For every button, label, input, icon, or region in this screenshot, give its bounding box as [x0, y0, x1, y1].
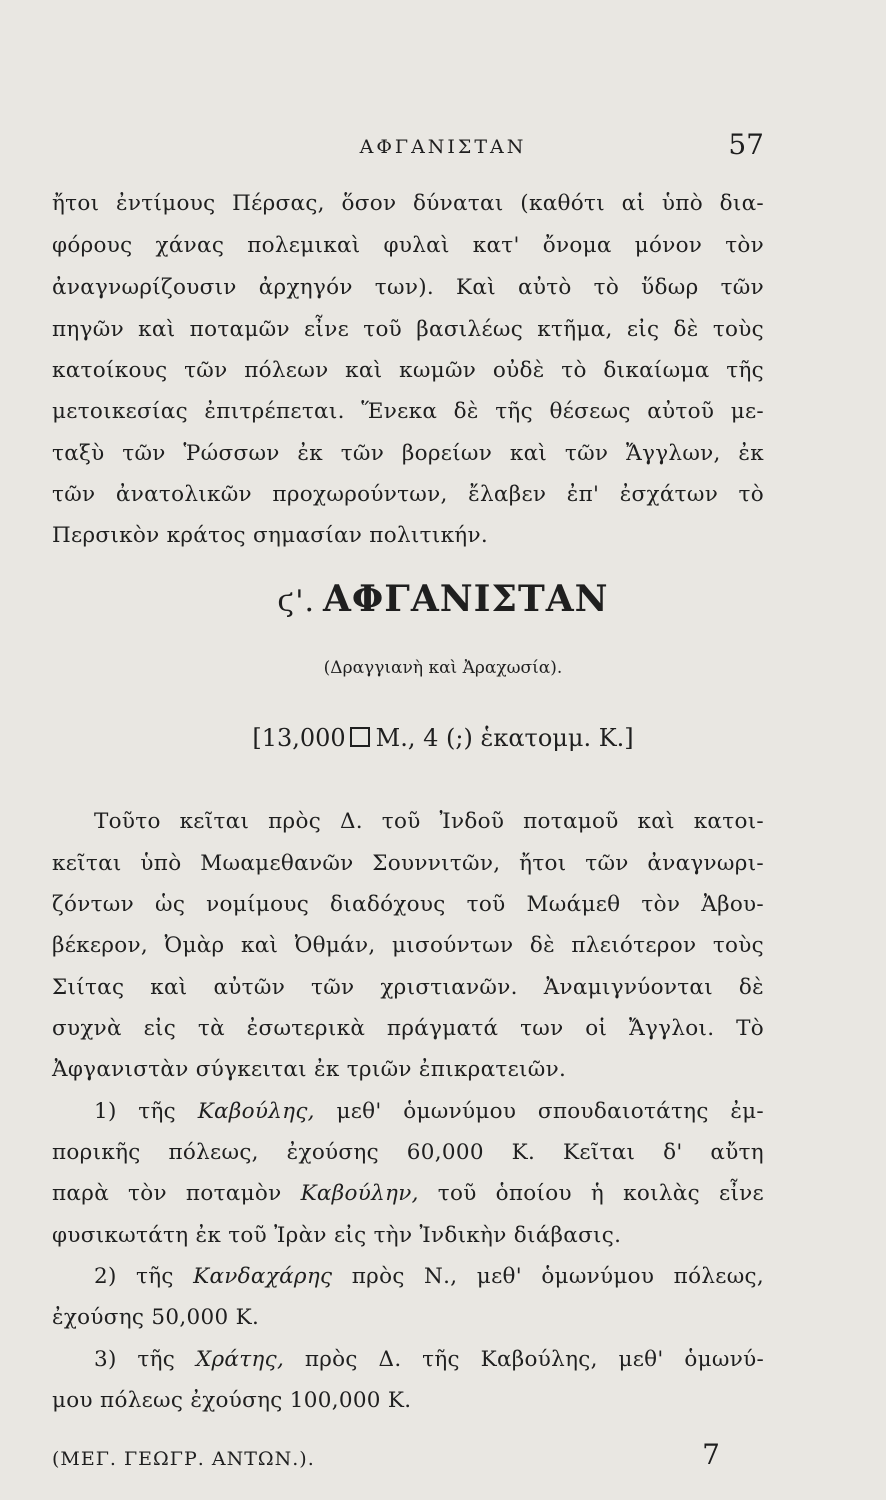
section-subtitle: (Δραγγιανὴ καὶ Ἀραχωσία).: [323, 658, 563, 678]
city-name: Χράτης,: [195, 1347, 285, 1372]
list-text: τοῦ ὁποίου ἡ κοιλὰς εἶνε: [437, 1181, 764, 1206]
text-line: μου πόλεως ἐχούσης 100,000 Κ.: [52, 1388, 412, 1413]
text-line: μετοικεσίας ἐπιτρέπεται. Ἕνεκα δὲ τῆς θέσεως αὐτοῦ με-: [52, 399, 764, 424]
page-number: 57: [728, 128, 764, 161]
text-line: φυσικωτάτη ἐκ τοῦ Ἰρὰν εἰς τὴν Ἰνδικὴν διάβασις.: [52, 1223, 622, 1248]
text-line: ἀναγνωρίζουσιν ἀρχηγόν των). Καὶ αὐτὸ τὸ ὕδωρ τῶν: [52, 275, 764, 300]
running-head-title: ΑΦΓΑΝΙΣΤΑΝ: [359, 136, 527, 158]
text-line: ταξὺ τῶν Ῥώσσων ἐκ τῶν βορείων καὶ τῶν Ἄγγλων, ἐκ: [52, 441, 764, 466]
section-number: ϛ'.: [277, 584, 315, 619]
list-text: 2) τῆς: [94, 1264, 174, 1289]
list-text: πρὸς Δ. τῆς Καβούλης, μεθ' ὁμωνύ-: [304, 1347, 765, 1372]
list-item-3: [94, 1342, 764, 1378]
list-text: 3) τῆς: [94, 1347, 176, 1372]
text-line: Σιίτας καὶ αὐτῶν τῶν χριστιανῶν. Ἀναμιγνύονται δὲ: [52, 975, 764, 1000]
list-item-1: [94, 1094, 764, 1130]
text-line: φόρους χάνας πολεμικαὶ φυλαὶ κατ' ὄνομα μόνον τὸν: [52, 233, 764, 258]
text-line: ζόντων ὡς νομίμους διαδόχους τοῦ Μωάμεθ τὸν Ἀβου-: [52, 892, 764, 917]
text-line: κεῖται ὑπὸ Μωαμεθανῶν Σουννιτῶν, ἤτοι τῶν ἀναγνωρι-: [52, 851, 764, 876]
text-line: πηγῶν καὶ ποταμῶν εἶνε τοῦ βασιλέως κτῆμα, εἰς δὲ τοὺς: [52, 317, 764, 342]
sheet-number: 7: [702, 1438, 720, 1471]
text-line: Τοῦτο κεῖται πρὸς Δ. τοῦ Ἰνδοῦ ποταμοῦ καὶ κατοι-: [94, 809, 764, 834]
list-text: μεθ' ὁμωνύμου σπουδαιοτάτης ἐμ-: [336, 1099, 764, 1124]
list-item-2: [94, 1259, 764, 1295]
section-heading: [0, 578, 886, 620]
text-line: Ἀφγανιστὰν σύγκειται ἐκ τριῶν ἐπικρατειῶν.: [52, 1057, 567, 1082]
text-line: ἐχούσης 50,000 Κ.: [52, 1305, 260, 1330]
section-stats: [0, 724, 886, 752]
square-symbol-icon: [350, 727, 370, 747]
signature-line: (ΜΕΓ. ΓΕΩΓΡ. ΑΝΤΩΝ.).: [52, 1448, 315, 1470]
text-line: βέκερον, Ὀμὰρ καὶ Ὀθμάν, μισούντων δὲ πλειότερον τοὺς: [52, 933, 764, 958]
stats-area: [13,000: [252, 724, 346, 752]
running-head: [0, 128, 886, 168]
text-line: [52, 1176, 764, 1212]
text-line: ἤτοι ἐντίμους Πέρσας, ὅσον δύναται (καθότι αἱ ὑπὸ δια-: [52, 191, 764, 216]
text-line: τῶν ἀνατολικῶν προχωρούντων, ἔλαβεν ἐπ' ἐσχάτων τὸ: [52, 482, 764, 507]
text-line: κατοίκους τῶν πόλεων καὶ κωμῶν οὐδὲ τὸ δικαίωμα τῆς: [52, 358, 764, 383]
stats-population: Μ., 4 (;) ἑκατομμ. Κ.]: [375, 724, 634, 752]
text-line: συχνὰ εἰς τὰ ἐσωτερικὰ πράγματά των οἱ Ἄγγλοι. Τὸ: [52, 1016, 764, 1041]
list-text: πρὸς Ν., μεθ' ὁμωνύμου πόλεως,: [351, 1264, 764, 1289]
list-text: παρὰ τὸν ποταμὸν: [52, 1181, 282, 1206]
city-name: Κανδαχάρης: [193, 1264, 333, 1289]
text-line: Περσικὸν κράτος σημασίαν πολιτικήν.: [52, 523, 488, 548]
list-text: 1) τῆς: [94, 1099, 177, 1124]
city-name: Καβούλην,: [300, 1181, 419, 1206]
text-line: πορικῆς πόλεως, ἐχούσης 60,000 Κ. Κεῖται δ' αὔτη: [52, 1140, 764, 1165]
city-name: Καβούλης,: [197, 1099, 315, 1124]
section-title: ΑΦΓΑΝΙΣΤΑΝ: [322, 578, 609, 620]
